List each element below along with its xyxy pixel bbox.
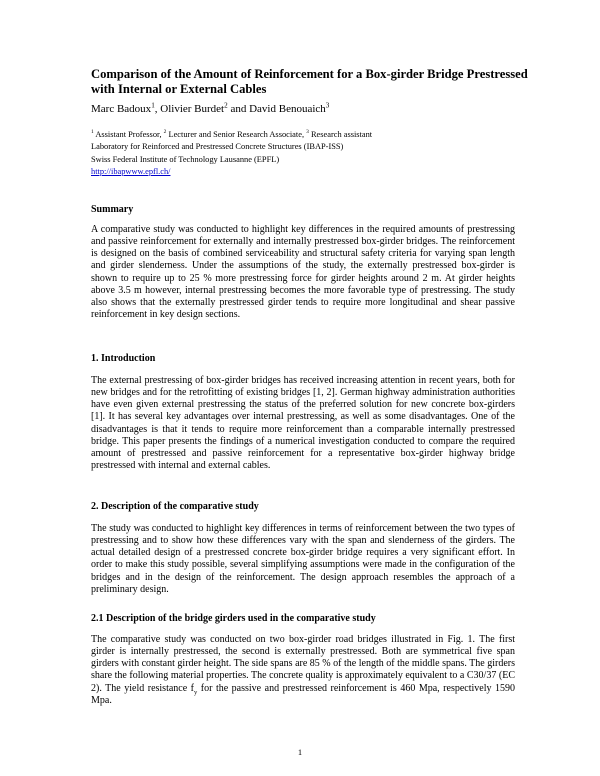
introduction-text: The external prestressing of box-girder bridges has received increasing attention in recent years, both for new bridges and for the retrofitting of existing bridges [1, 2]. German highway administration authorities have even given external prestressing the status of the preferred solution for new concrete box-girders [1]. It has several key advantages over internal prestressing, as well as some disadvantages. One of the disadvantages is that it tends to require more reinforcement than a comparable internally prestressed bridge. This paper presents the findings of a numerical investigation conducted to compare the required amount of prestressed and passive reinforcement for a representative box-girder highway bridge prestressed with internal and external cables. xyxy=(91,375,515,472)
lab-website-link[interactable]: http://ibapwww.epfl.ch/ xyxy=(91,166,171,176)
role-text: Research assistant xyxy=(308,130,373,139)
author-separator: , xyxy=(154,103,161,115)
description-text: The study was conducted to highlight key differences in terms of reinforcement between the two types of prestressing and to show how these differences vary with the span and slenderness of the girders. The actual detailed design of a prestressed concrete box-girder bridge requires a very significant effort. In order to make this study possible, several simplifying assumptions were made in the configuration of the bridges and in the design of the reinforcement. The design approach resembles the approach of a preliminary design. xyxy=(91,523,515,595)
author-mark: 2 xyxy=(224,101,228,110)
author: Olivier Burdet xyxy=(160,103,225,115)
girders-text xyxy=(91,634,515,707)
author: Marc Badoux xyxy=(91,103,152,115)
author: David Benouaich xyxy=(249,103,326,115)
institute-name: Swiss Federal Institute of Technology Lausanne (EPFL) xyxy=(91,154,280,164)
author-mark: 1 xyxy=(151,101,155,110)
summary-text: A comparative study was conducted to highlight key differences in the required amounts of prestressing and passive reinforcement for externally and internally prestressed box-girder bridges. The reinforcement is designed on the basis of combined serviceability and structural safety criteria for varying span length and girder slenderness. Under the assumptions of the study, the externally prestressed box-girder is shown to require up to 25 % more prestressing force for girder heights around 2 m. At girder heights above 3.5 m however, internal prestressing becomes the more favorable type of prestressing. The study also shows that the externally prestressed girder tends to require more longitudinal and shear passive reinforcement in key design sections. xyxy=(91,224,515,321)
affiliation-block xyxy=(91,129,531,178)
girders-heading: 2.1 Description of the bridge girders used in the comparative study xyxy=(91,613,376,624)
girders-text-part: The comparative study was conducted on two box-girder road bridges illustrated in Fig. 1. The first girder is internally prestressed, the second is externally prestressed. Both are symmetrical five span girders with constant girder height. The side spans are 85 % of the length of the middle spans. The girders share the following material properties. The concrete quality is approximately equivalent to a C30/37 (EC 2). The yield resistance f xyxy=(91,634,515,694)
author-mark: 3 xyxy=(325,101,330,110)
description-heading: 2. Description of the comparative study xyxy=(91,501,259,512)
role-mark: 2 xyxy=(163,129,167,136)
page-number: 1 xyxy=(297,747,303,757)
role-mark: 3 xyxy=(306,129,309,136)
author-roles xyxy=(91,129,531,141)
introduction-heading: 1. Introduction xyxy=(91,353,156,364)
role-mark: 1 xyxy=(91,129,94,136)
girders-text-part: for the passive and prestressed reinforcement is 460 Mpa, respectively 1590 Mpa. xyxy=(91,682,515,706)
role-text: Assistant Professor, xyxy=(93,130,164,139)
author-list xyxy=(91,103,329,116)
yield-subscript: y xyxy=(194,688,198,696)
role-text: Lecturer and Senior Research Associate, xyxy=(166,130,307,139)
lab-name: Laboratory for Reinforced and Prestressed Concrete Structures (IBAP-ISS) xyxy=(91,142,344,152)
paper-title: Comparison of the Amount of Reinforcement for a Box-girder Bridge Prestressed with Internal or External Cables xyxy=(91,67,528,96)
summary-heading: Summary xyxy=(91,204,134,215)
author-separator: and xyxy=(227,103,250,115)
